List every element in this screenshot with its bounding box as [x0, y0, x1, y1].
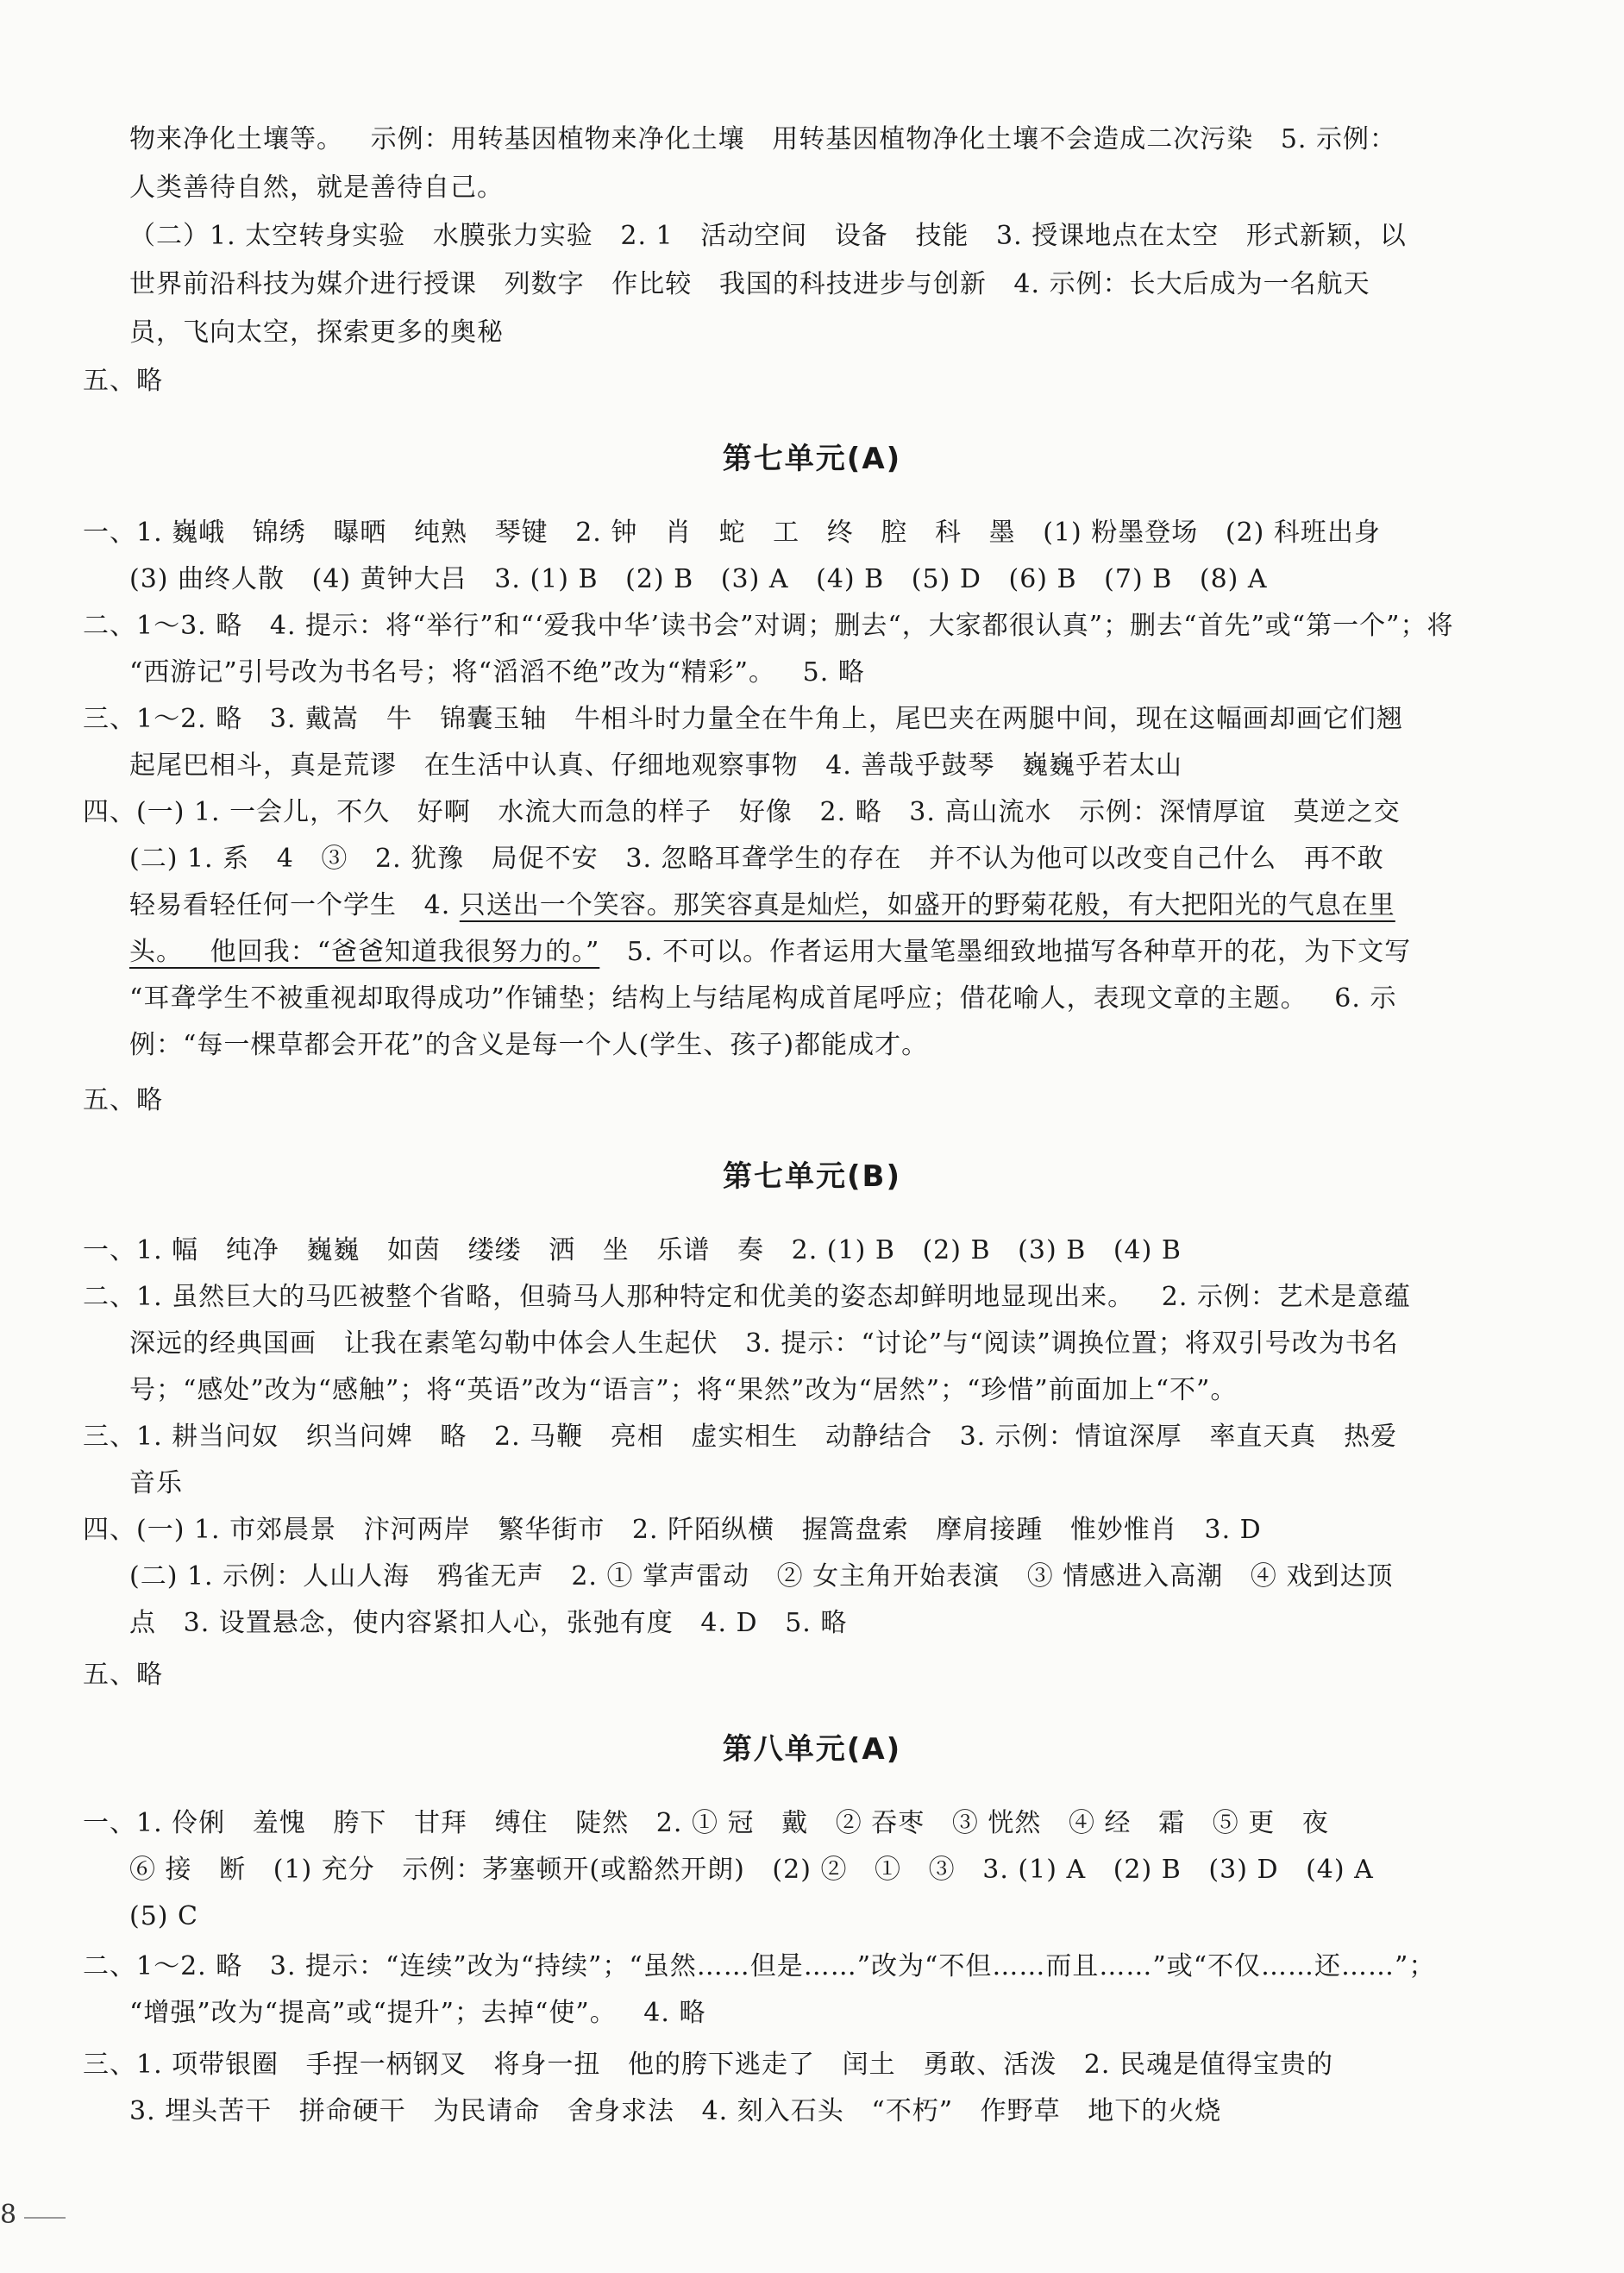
- text-segment: 5. 不可以。作者运用大量笔墨细致地描写各种草开的花，为下文写: [599, 937, 1412, 967]
- text-line: 例：“每一棵草都会开花”的含义是每一个人(学生、孩子)都能成才。: [129, 1030, 929, 1060]
- page-number: 8: [0, 2200, 17, 2230]
- text-line: ⑥ 接 断 (1) 充分 示例：茅塞顿开(或豁然开朗) (2) ② ① ③ 3. (1) A (2) B (3) D (4) A: [129, 1855, 1374, 1885]
- text-line: (3) 曲终人散 (4) 黄钟大吕 3. (1) B (2) B (3) A (4) B (5) D (6) B (7) B (8) A: [129, 564, 1268, 594]
- text-line: 人类善待自然，就是善待自己。: [129, 173, 504, 203]
- text-line: 四、(一) 1. 市郊晨景 汴河两岸 繁华街市 2. 阡陌纵横 握篙盘索 摩肩接踵 惟妙惟肖 3. D: [83, 1515, 1262, 1545]
- section-heading: 第七单元(A): [722, 442, 902, 476]
- text-line: 物来净化土壤等。 示例：用转基因植物来净化土壤 用转基因植物净化土壤不会造成二次污染 5. 示例：: [129, 124, 1396, 154]
- text-line: 五、略: [83, 1085, 163, 1115]
- section-heading: 第七单元(B): [723, 1159, 901, 1194]
- text-line: (二) 1. 系 4 ③ 2. 犹豫 局促不安 3. 忽略耳聋学生的存在 并不认为他可以改变自己什么 再不敢: [129, 844, 1384, 874]
- text-line: 点 3. 设置悬念，使内容紧扣人心，张弛有度 4. D 5. 略: [129, 1608, 848, 1638]
- footer-rule: [24, 2217, 66, 2219]
- text-line: 四、(一) 1. 一会儿，不久 好啊 水流大而急的样子 好像 2. 略 3. 高山流水 示例：深情厚谊 莫逆之交: [83, 797, 1401, 827]
- text-line: 深远的经典国画 让我在素笔勾勒中体会人生起伏 3. 提示：“讨论”与“阅读”调换位置；将双引号改为书名: [129, 1328, 1399, 1359]
- text-line: [129, 935, 1411, 970]
- text-line: 员，飞向太空，探索更多的奥秘: [129, 317, 504, 348]
- text-line: 三、1. 项带银圈 手捏一柄钢叉 将身一扭 他的胯下逃走了 闰土 勇敢、活泼 2. 民魂是值得宝贵的: [83, 2050, 1333, 2080]
- text-line: 一、1. 幅 纯净 巍巍 如茵 缕缕 洒 坐 乐谱 奏 2. (1) B (2) B (3) B (4) B: [83, 1235, 1182, 1265]
- text-line: 三、1～2. 略 3. 戴嵩 牛 锦囊玉轴 牛相斗时力量全在牛角上，尾巴夹在两腿中间，现在这幅画却画它们翘: [83, 704, 1403, 734]
- text-line: 起尾巴相斗，真是荒谬 在生活中认真、仔细地观察事物 4. 善哉乎鼓琴 巍巍乎若太山: [129, 750, 1182, 781]
- text-line: 五、略: [83, 1660, 163, 1690]
- section-heading: 第八单元(A): [722, 1732, 902, 1767]
- text-line: （二）1. 太空转身实验 水膜张力实验 2. 1 活动空间 设备 技能 3. 授课地点在太空 形式新颖，以: [129, 221, 1407, 251]
- text-line: 二、1～2. 略 3. 提示：“连续”改为“持续”；“虽然……但是……”改为“不但……而且……”或“不仅……还……”；: [83, 1951, 1436, 1981]
- text-line: (5) C: [129, 1901, 198, 1931]
- text-line: 二、1～3. 略 4. 提示：将“举行”和“‘爱我中华’读书会”对调；删去“，大家都很认真”；删去“首先”或“第一个”；将: [83, 611, 1454, 641]
- text-line: “耳聋学生不被重视却取得成功”作铺垫；结构上与结尾构成首尾呼应；借花喻人，表现文章的主题。 6. 示: [129, 983, 1397, 1014]
- text-line: 世界前沿科技为媒介进行授课 列数字 作比较 我国的科技进步与创新 4. 示例：长大后成为一名航天: [129, 269, 1370, 299]
- text-line: 五、略: [83, 366, 163, 396]
- text-line: 一、1. 伶俐 羞愧 胯下 甘拜 缚住 陡然 2. ① 冠 戴 ② 吞枣 ③ 恍然 ④ 经 霜 ⑤ 更 夜: [83, 1808, 1329, 1838]
- text-line: (二) 1. 示例：人山人海 鸦雀无声 2. ① 掌声雷动 ② 女主角开始表演 ③ 情感进入高潮 ④ 戏到达顶: [129, 1561, 1394, 1592]
- text-line: 号；“感处”改为“感触”；将“英语”改为“语言”；将“果然”改为“居然”；“珍惜”前面加上“不”。: [129, 1375, 1238, 1405]
- text-line: 三、1. 耕当问奴 织当问婢 略 2. 马鞭 亮相 虚实相生 动静结合 3. 示例：情谊深厚 率直天真 热爱: [83, 1422, 1397, 1452]
- underlined-answer: 只送出一个笑容。那笑容真是灿烂，如盛开的野菊花般，有大把阳光的气息在里: [459, 890, 1395, 920]
- text-line: “西游记”引号改为书名号；将“滔滔不绝”改为“精彩”。 5. 略: [129, 657, 865, 688]
- text-line: [129, 888, 1395, 923]
- text-line: 音乐: [129, 1468, 183, 1498]
- text-line: 一、1. 巍峨 锦绣 曝晒 纯熟 琴键 2. 钟 肖 蛇 工 终 腔 科 墨 (1) 粉墨登场 (2) 科班出身: [83, 518, 1381, 548]
- underlined-answer: 头。 他回我：“爸爸知道我很努力的。”: [129, 937, 600, 967]
- text-line: 3. 埋头苦干 拼命硬干 为民请命 舍身求法 4. 刻入石头 “不朽” 作野草 地下的火烧: [129, 2096, 1222, 2126]
- text-line: 二、1. 虽然巨大的马匹被整个省略，但骑马人那种特定和优美的姿态却鲜明地显现出来。 2. 示例：艺术是意蕴: [83, 1282, 1411, 1312]
- text-segment: 轻易看轻任何一个学生 4.: [129, 890, 460, 920]
- text-line: “增强”改为“提高”或“提升”；去掉“使”。 4. 略: [129, 1998, 706, 2028]
